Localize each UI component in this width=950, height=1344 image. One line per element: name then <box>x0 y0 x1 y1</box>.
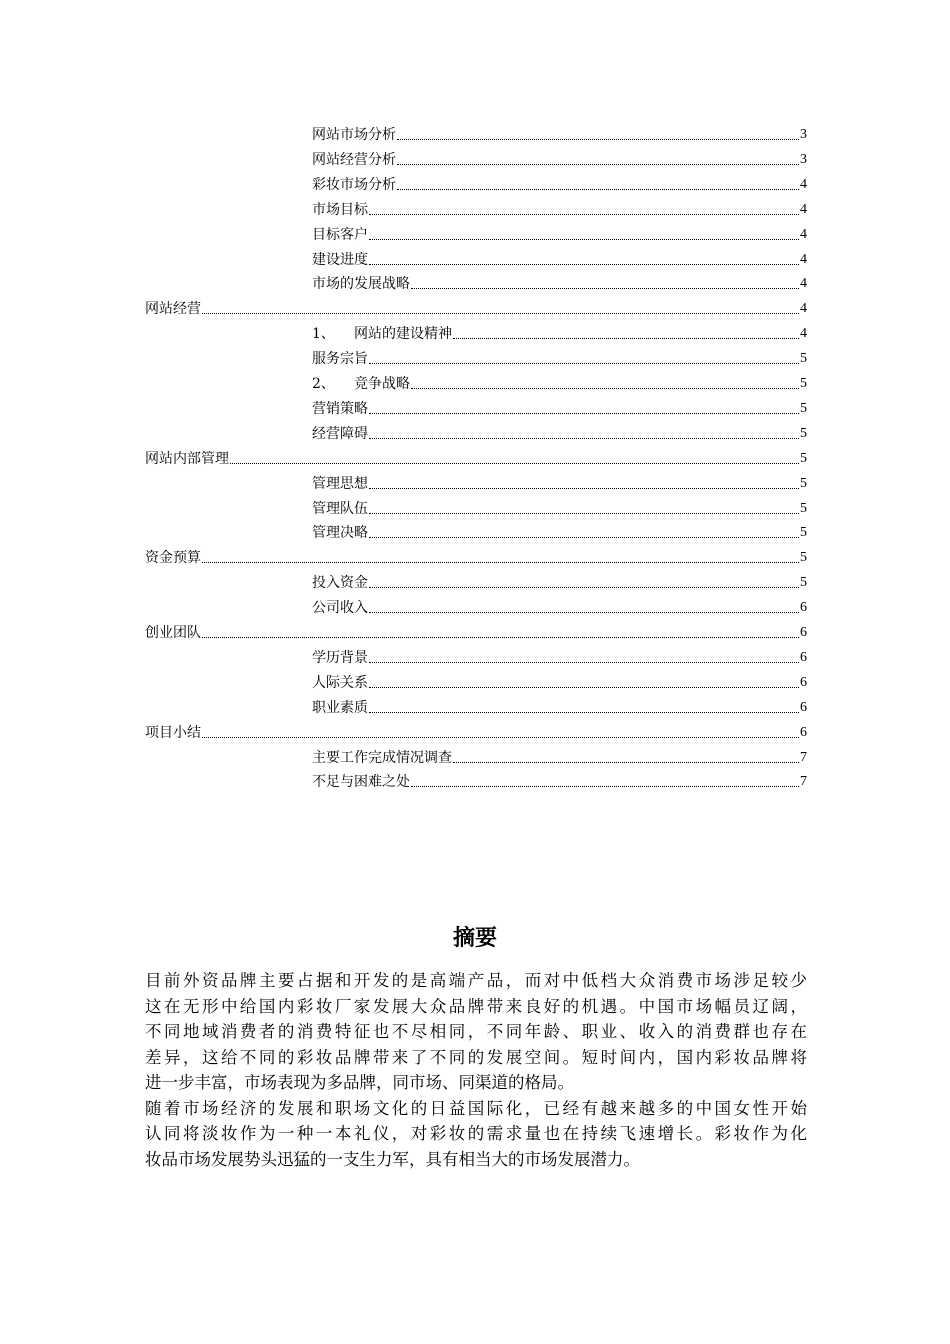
toc-entry-page: 6 <box>800 724 807 740</box>
abstract-line: 这在无形中给国内彩妆厂家发展大众品牌带来良好的机遇。中国市场幅员辽阔， <box>145 996 807 1016</box>
toc-entry-page: 4 <box>800 176 807 192</box>
toc-entry-page: 7 <box>800 774 807 790</box>
toc-dot-leader <box>369 213 799 215</box>
toc-entry-label: 管理决略 <box>312 525 368 542</box>
toc-entry-title <box>312 373 410 395</box>
toc-dot-leader <box>202 312 799 314</box>
toc-entry[interactable] <box>312 473 807 495</box>
toc-entry-title <box>312 124 396 146</box>
toc-entry-page: 5 <box>800 351 807 367</box>
toc-entry-page: 6 <box>800 600 807 616</box>
toc-entry-label: 职业素质 <box>312 699 368 716</box>
toc-entry-title <box>312 398 368 420</box>
toc-entry-label: 项目小结 <box>145 724 201 741</box>
toc-dot-leader <box>369 536 799 538</box>
toc-entry-label: 服务宗旨 <box>312 351 368 368</box>
toc-dot-leader <box>369 238 799 240</box>
toc-dot-leader <box>453 337 799 339</box>
abstract-line: 差异，这给不同的彩妆品牌带来了不同的发展空间。短时间内，国内彩妆品牌将 <box>145 1047 807 1067</box>
toc-entry-page: 6 <box>800 649 807 665</box>
toc-dot-leader <box>369 412 799 414</box>
toc-dot-leader <box>369 487 799 489</box>
toc-entry-title <box>312 273 410 295</box>
toc-entry-label: 创业团队 <box>145 625 201 641</box>
toc-entry-title <box>312 498 368 520</box>
toc-entry-label: 网站经营 <box>145 301 201 318</box>
toc-dot-leader <box>202 636 799 638</box>
toc-entry-label: 网站经营分析 <box>312 151 396 168</box>
toc-dot-leader <box>369 611 799 613</box>
toc-dot-leader <box>397 138 799 140</box>
toc-entry-title <box>312 647 368 669</box>
toc-entry-page: 4 <box>800 326 807 342</box>
toc-entry-page: 5 <box>800 475 807 491</box>
toc-entry-page: 4 <box>800 226 807 242</box>
toc-entry[interactable] <box>145 547 807 569</box>
toc-entry[interactable] <box>312 373 807 395</box>
toc-entry[interactable] <box>312 323 807 345</box>
toc-dot-leader <box>202 736 799 738</box>
toc-dot-leader <box>369 586 799 588</box>
toc-entry-page: 6 <box>800 674 807 690</box>
toc-entry[interactable] <box>312 597 807 619</box>
toc-entry[interactable] <box>312 771 807 793</box>
toc-entry-title <box>312 747 452 769</box>
toc-entry-page: 5 <box>800 575 807 591</box>
toc-entry-label: 投入资金 <box>312 575 368 592</box>
toc-entry[interactable] <box>312 747 807 769</box>
toc-entry[interactable] <box>312 348 807 370</box>
toc-entry-title <box>312 323 452 345</box>
toc-entry-page: 5 <box>800 400 807 416</box>
toc-entry-label: 彩妆市场分析 <box>312 176 396 193</box>
toc-dot-leader <box>411 785 799 787</box>
toc-entry-page: 5 <box>800 376 807 391</box>
toc-entry-label: 市场目标 <box>312 201 368 218</box>
toc-dot-leader <box>397 163 799 165</box>
toc-entry-title <box>312 149 396 171</box>
toc-entry-page: 6 <box>800 699 807 715</box>
toc-entry-label: 营销策略 <box>312 400 368 417</box>
toc-entry-label: 管理队伍 <box>312 500 368 517</box>
toc-entry-page: 4 <box>800 301 807 317</box>
toc-entry[interactable] <box>312 273 807 295</box>
toc-dot-leader <box>411 287 799 289</box>
toc-entry[interactable] <box>312 498 807 520</box>
toc-dot-leader <box>369 437 799 439</box>
toc-entry[interactable] <box>312 224 807 246</box>
toc-entry-number: 1、 <box>312 326 335 343</box>
toc-entry-title <box>312 522 368 544</box>
toc-entry-title <box>312 572 368 594</box>
toc-entry[interactable] <box>145 722 807 744</box>
abstract-line: 妆品市场发展势头迅猛的一支生力军，具有相当大的市场发展潜力。 <box>145 1149 640 1169</box>
toc-entry-title <box>312 224 368 246</box>
toc-entry-title <box>312 697 368 719</box>
toc-entry-label: 学历背景 <box>312 649 368 666</box>
toc-entry[interactable] <box>145 448 807 470</box>
toc-dot-leader <box>369 362 799 364</box>
toc-entry-label: 公司收入 <box>312 600 368 617</box>
toc-entry-page: 5 <box>800 450 807 466</box>
toc-entry-title <box>312 249 368 271</box>
toc-entry-page: 4 <box>800 251 807 267</box>
toc-entry-title <box>312 348 368 370</box>
toc-entry-title <box>145 298 201 320</box>
toc-entry[interactable] <box>312 174 807 196</box>
toc-entry-label: 人际关系 <box>312 674 368 691</box>
abstract-line: 进一步丰富，市场表现为多品牌，同市场、同渠道的格局。 <box>145 1073 574 1092</box>
toc-entry[interactable] <box>312 398 807 420</box>
toc-entry-title <box>145 722 201 744</box>
toc-dot-leader <box>369 263 799 265</box>
toc-dot-leader <box>453 761 799 763</box>
toc-dot-leader <box>202 561 799 563</box>
toc-entry[interactable] <box>312 124 807 146</box>
toc-entry[interactable] <box>312 249 807 271</box>
toc-entry[interactable] <box>312 149 807 171</box>
toc-entry-page: 3 <box>800 151 807 167</box>
toc-entry-label: 网站的建设精神 <box>354 326 452 343</box>
toc-entry-number: 2、 <box>312 376 335 392</box>
toc-entry-title <box>312 597 368 619</box>
toc-entry-label: 不足与困难之处 <box>312 774 410 791</box>
toc-dot-leader <box>411 387 799 389</box>
toc-entry-page: 5 <box>800 425 807 441</box>
toc-entry-title <box>312 174 396 196</box>
toc-entry-title <box>145 547 201 569</box>
toc-entry[interactable] <box>312 697 807 719</box>
toc-entry-label: 经营障碍 <box>312 425 368 442</box>
toc-dot-leader <box>369 711 799 713</box>
toc-entry-title <box>145 622 201 644</box>
toc-entry-label: 网站内部管理 <box>145 450 229 467</box>
toc-entry-page: 3 <box>800 127 807 142</box>
toc-dot-leader <box>397 188 799 190</box>
toc-dot-leader <box>369 661 799 663</box>
toc-entry-title <box>312 771 410 793</box>
abstract-line: 随着市场经济的发展和职场文化的日益国际化，已经有越来越多的中国女性开始 <box>145 1098 807 1118</box>
toc-entry-label: 建设进度 <box>312 251 368 268</box>
toc-entry-title <box>312 473 368 495</box>
toc-entry-title <box>312 423 368 445</box>
toc-entry-page: 4 <box>800 201 807 217</box>
toc-entry-label: 主要工作完成情况调查 <box>312 749 452 766</box>
toc-dot-leader <box>369 686 799 688</box>
abstract-body <box>145 968 807 1172</box>
toc-entry[interactable] <box>312 672 807 694</box>
toc-entry-title <box>145 448 229 470</box>
toc-entry-label: 目标客户 <box>312 226 368 243</box>
toc-entry[interactable] <box>145 622 807 644</box>
abstract-title: 摘要 <box>452 926 497 951</box>
toc-dot-leader <box>369 512 799 514</box>
toc-entry-label: 资金预算 <box>145 550 201 567</box>
toc-entry[interactable] <box>312 199 807 221</box>
toc-entry-page: 5 <box>800 500 807 516</box>
toc-entry-page: 6 <box>800 625 807 640</box>
toc-entry[interactable] <box>312 522 807 544</box>
toc-entry-label: 市场的发展战略 <box>312 276 410 293</box>
toc-entry-title <box>312 672 368 694</box>
toc-entry-page: 5 <box>800 550 807 566</box>
toc-entry[interactable] <box>312 572 807 594</box>
toc-entry-label: 竞争战略 <box>354 376 410 392</box>
toc-entry[interactable] <box>312 647 807 669</box>
abstract-line: 不同地域消费者的消费特征也不尽相同，不同年龄、职业、收入的消费群也存在 <box>145 1022 807 1041</box>
toc-entry-page: 7 <box>800 749 807 765</box>
toc-entry-title <box>312 199 368 221</box>
toc-entry[interactable] <box>312 423 807 445</box>
abstract-line: 目前外资品牌主要占据和开发的是高端产品，而对中低档大众消费市场涉足较少 <box>145 971 807 990</box>
toc-entry[interactable] <box>145 298 807 320</box>
toc-entry-label: 网站市场分析 <box>312 127 396 143</box>
abstract-line: 认同将淡妆作为一种一本礼仪，对彩妆的需求量也在持续飞速增长。彩妆作为化 <box>145 1124 807 1143</box>
toc-entry-label: 管理思想 <box>312 475 368 492</box>
toc-entry-page: 4 <box>800 276 807 292</box>
toc-entry-page: 5 <box>800 525 807 541</box>
toc-dot-leader <box>230 462 799 464</box>
